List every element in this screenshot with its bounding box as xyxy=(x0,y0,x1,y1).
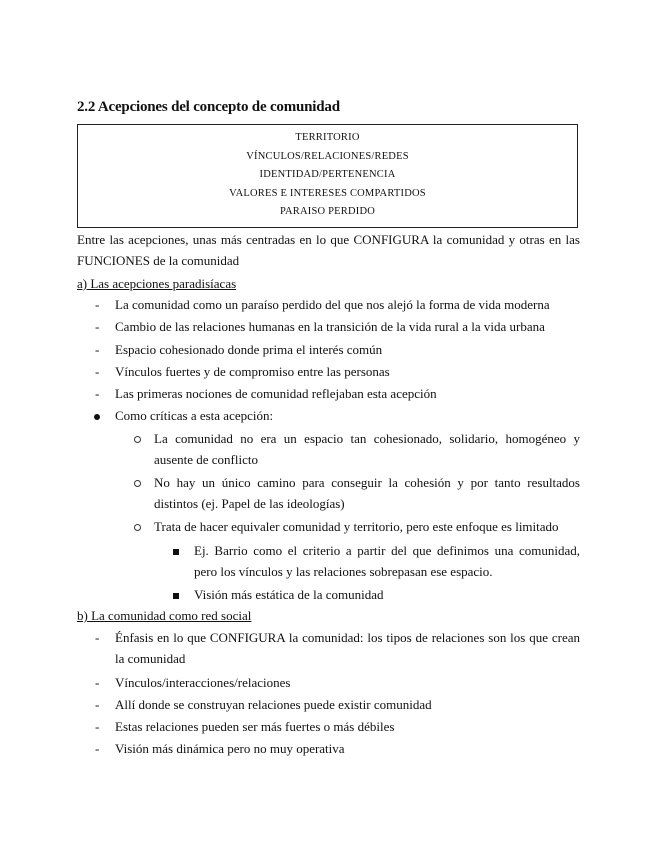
subcritique-item: Ej. Barrio como el criterio a partir del que definimos una comunidad, pero los vínculos y las relaciones sobrepasan ese espacio. xyxy=(194,543,580,579)
box-line: VÍNCULOS/RELACIONES/REDES xyxy=(246,150,409,162)
list-item: Cambio de las relaciones humanas en la transición de la vida rural a la vida urbana xyxy=(115,319,545,334)
subcritique-item: Visión más estática de la comunidad xyxy=(194,587,384,602)
dash-bullet: - xyxy=(95,297,100,312)
square-bullet-icon xyxy=(173,540,179,561)
list-item: Espacio cohesionado donde prima el interés común xyxy=(115,342,383,357)
dash-bullet: - xyxy=(95,697,100,712)
list-item: La comunidad como un paraíso perdido del que nos alejó la forma de vida moderna xyxy=(115,297,550,312)
list-item: Las primeras nociones de comunidad reflejaban esta acepción xyxy=(115,386,437,401)
dash-bullet: - xyxy=(95,741,100,756)
hollow-circle-bullet-icon xyxy=(134,428,141,449)
hollow-circle-bullet-icon xyxy=(134,472,141,493)
list-item: Estas relaciones pueden ser más fuertes o más débiles xyxy=(115,719,395,734)
concepts-box xyxy=(77,124,578,228)
list-item: Énfasis en lo que CONFIGURA la comunidad: los tipos de relaciones son los que crean la comunidad xyxy=(115,630,580,666)
critique-item: La comunidad no era un espacio tan cohesionado, solidario, homogéneo y ausente de conflicto xyxy=(154,431,580,467)
hollow-circle-bullet-icon xyxy=(134,516,141,537)
critique-item: No hay un único camino para conseguir la cohesión y por tanto resultados distintos (ej. Papel de las ideologías) xyxy=(154,475,580,511)
section-a-title: a) Las acepciones paradisíacas xyxy=(77,276,237,291)
list-item: Vínculos/interacciones/relaciones xyxy=(115,675,291,690)
box-line: TERRITORIO xyxy=(295,132,360,143)
section-b-title: b) La comunidad como red social xyxy=(77,608,252,623)
square-bullet-icon xyxy=(173,584,179,605)
dash-bullet: - xyxy=(95,675,100,690)
box-line: VALORES E INTERESES COMPARTIDOS xyxy=(229,187,426,199)
dash-bullet: - xyxy=(95,342,100,357)
dash-bullet: - xyxy=(95,719,100,734)
list-item: Allí donde se construyan relaciones puede existir comunidad xyxy=(115,697,432,712)
dash-bullet: - xyxy=(95,630,100,645)
critique-item: Trata de hacer equivaler comunidad y territorio, pero este enfoque es limitado xyxy=(154,519,559,534)
section-heading: 2.2 Acepciones del concepto de comunidad xyxy=(77,99,340,115)
box-line: IDENTIDAD/PERTENENCIA xyxy=(259,169,396,181)
box-line: PARAISO PERDIDO xyxy=(279,206,376,218)
list-item: Visión más dinámica pero no muy operativa xyxy=(115,741,345,756)
dash-bullet: - xyxy=(95,386,100,401)
round-bullet-icon xyxy=(94,405,100,426)
dash-bullet: - xyxy=(95,364,100,379)
intro-paragraph: Entre las acepciones, unas más centradas en lo que CONFIGURA la comunidad y otras en las FUNCIONES de la comunidad xyxy=(77,232,580,268)
critique-label: Como críticas a esta acepción: xyxy=(115,408,274,423)
list-item: Vínculos fuertes y de compromiso entre las personas xyxy=(115,364,390,379)
dash-bullet: - xyxy=(95,319,100,334)
